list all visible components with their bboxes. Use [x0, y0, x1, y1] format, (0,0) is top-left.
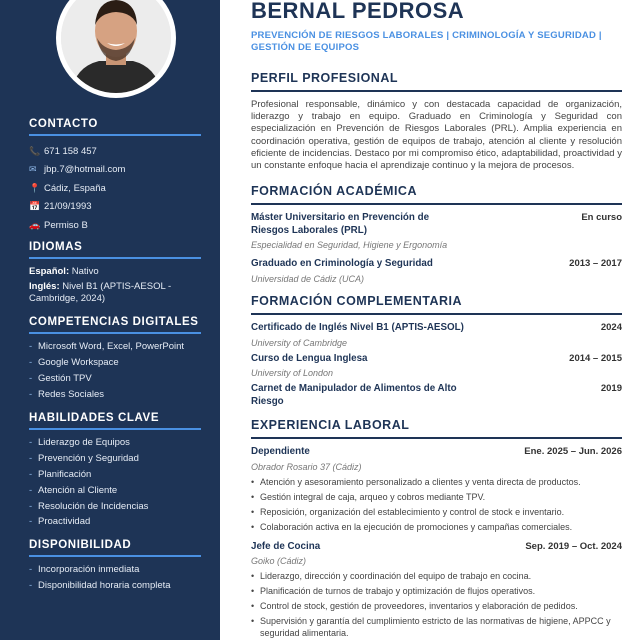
list-item-text: Gestión integral de caja, arqueo y cobros mediante TPV.	[260, 491, 486, 502]
list-item-text: Liderazgo de Equipos	[38, 437, 130, 449]
calendar-icon: 📅	[29, 201, 41, 212]
list-item-text: Proactividad	[38, 516, 91, 528]
entry-title: Graduado en Criminología y Seguridad	[251, 258, 433, 269]
sidebar	[0, 0, 220, 640]
entry-subtitle: University of London	[251, 368, 334, 378]
contact-birthdate-text: 21/09/1993	[44, 201, 92, 213]
list-item: - Atención al Cliente	[29, 484, 118, 496]
entry-subtitle: Obrador Rosario 37 (Cádiz)	[251, 461, 362, 472]
complementary-entry	[251, 322, 622, 350]
entry-subtitle: Goiko (Cádiz)	[251, 556, 307, 566]
contact-phone	[29, 142, 201, 161]
list-item: - Microsoft Word, Excel, PowerPoint	[29, 341, 185, 353]
list-item: • Reposición, organización del establecimiento y control de stock e inventario.	[251, 506, 565, 517]
language-value: Nivel B1 (APTIS-AESOL - Cambridge, 2024)	[29, 281, 172, 304]
list-item-text: Incorporación inmediata	[38, 564, 140, 576]
profile-text: Profesional responsable, dinámico y con destacada capacidad de organización, liderazgo y trabajo en equipo. Graduado en Criminología y Seguridad con especialización en Prevención de Riesgos Laborales (PRL). Amplia experiencia en coordinación operativa, gestión de equipos de trabajo, atención al cliente y resolución eficiente de incidencias. Destaco por mi compromiso ético, adaptabilidad, proactividad y un constante enfoque hacia el aprendizaje continuo y la mejora de procesos.	[251, 99, 622, 172]
profile-photo	[56, 0, 176, 98]
list-item-text: Liderazgo, dirección y coordinación del equipo de trabajo en cocina.	[260, 571, 532, 581]
experience-section	[251, 418, 622, 639]
entry-date: Sep. 2019 – Oct. 2024	[525, 540, 622, 552]
list-item: • Control de stock, gestión de proveedores, inventarios y elaboración de pedidos.	[251, 601, 578, 611]
entry-date: Ene. 2025 – Jun. 2026	[524, 446, 622, 457]
list-item: • Supervisión y garantía del cumplimiento estricto de las normativas de higiene, APPCC y seguridad alimentaria.	[251, 615, 622, 639]
list-item: - Redes Sociales	[29, 388, 105, 400]
list-item-text: Google Workspace	[38, 357, 119, 369]
list-item-text: Redes Sociales	[38, 388, 105, 400]
experience-entry	[251, 446, 622, 533]
language-label: Español:	[29, 266, 70, 277]
avatar	[61, 0, 171, 93]
entry-subtitle: Especialidad en Seguridad, Higiene y Ergonomía	[251, 240, 448, 250]
profile-title: PERFIL PROFESIONAL	[251, 71, 622, 92]
languages-section	[29, 241, 201, 305]
list-item: • Liderazgo, dirección y coordinación del equipo de trabajo en cocina.	[251, 571, 532, 581]
complementary-entry	[251, 383, 622, 408]
list-item: - Prevención y Seguridad	[29, 453, 139, 465]
entry-title: Máster Universitario en Prevención de Riesgos Laborales (PRL)	[251, 212, 430, 236]
phone-icon: 📞	[29, 145, 41, 156]
list-item-text: Microsoft Word, Excel, PowerPoint	[38, 341, 185, 353]
entry-date: 2019	[600, 383, 622, 394]
contact-email-text: jbp.7@hotmail.com	[44, 164, 126, 176]
education-title: FORMACIÓN ACADÉMICA	[251, 184, 622, 205]
list-item: - Liderazgo de Equipos	[29, 437, 130, 449]
language-item	[29, 281, 201, 305]
entry-title: Curso de Lengua Inglesa	[251, 352, 368, 364]
complementary-entry	[251, 353, 622, 381]
list-item-text: Disponibilidad horaria completa	[38, 580, 171, 592]
key-skills-title: HABILIDADES CLAVE	[29, 412, 201, 430]
contact-phone-text: 671 158 457	[44, 145, 97, 157]
list-item: - Disponibilidad horaria completa	[29, 580, 171, 592]
entry-title: Certificado de Inglés Nivel B1 (APTIS-AESOL)	[251, 322, 464, 333]
entry-date: 2013 – 2017	[569, 258, 622, 269]
list-item-text: Supervisión y garantía del cumplimiento estricto de las normativas de higiene, APPCC y seguridad alimentaria.	[260, 616, 611, 638]
experience-title: EXPERIENCIA LABORAL	[251, 418, 622, 439]
list-item: • Colaboración activa en la ejecución de promociones y campañas comerciales.	[251, 521, 573, 532]
availability-section	[29, 539, 201, 594]
list-item-text: Gestión TPV	[38, 372, 92, 384]
digital-skills-section	[29, 316, 201, 402]
complementary-section	[251, 294, 622, 408]
contact-section	[29, 118, 201, 235]
education-entry	[251, 258, 622, 286]
entry-date: 2014 – 2015	[569, 352, 622, 364]
location-icon: 📍	[29, 182, 41, 193]
profile-section	[251, 71, 622, 172]
list-item: • Atención y asesoramiento personalizado a clientes y venta directa de productos.	[251, 476, 581, 487]
list-item: - Gestión TPV	[29, 372, 92, 384]
contact-title: CONTACTO	[29, 118, 201, 136]
contact-email	[29, 161, 201, 180]
contact-license-text: Permiso B	[44, 219, 88, 231]
candidate-name: BERNAL PEDROSA	[251, 0, 465, 23]
complementary-title: FORMACIÓN COMPLEMENTARIA	[251, 294, 622, 315]
list-item: - Planificación	[29, 468, 92, 480]
language-value: Nativo	[71, 266, 99, 277]
key-skills-section	[29, 412, 201, 530]
list-item-text: Planificación de turnos de trabajo y optimización de flujos operativos.	[260, 586, 536, 596]
languages-title: IDIOMAS	[29, 241, 201, 259]
contact-birthdate	[29, 198, 201, 217]
contact-location-text: Cádiz, España	[44, 182, 106, 194]
list-item-text: Atención y asesoramiento personalizado a clientes y venta directa de productos.	[260, 476, 581, 487]
list-item-text: Reposición, organización del establecimiento y control de stock e inventario.	[260, 506, 565, 517]
contact-license	[29, 216, 201, 235]
entry-title: Dependiente	[251, 446, 310, 457]
language-item	[29, 266, 201, 278]
list-item: • Gestión integral de caja, arqueo y cobros mediante TPV.	[251, 491, 486, 502]
education-section	[251, 184, 622, 286]
entry-title: Carnet de Manipulador de Alimentos de Alto Riesgo	[251, 383, 457, 407]
entry-date: 2024	[600, 322, 622, 333]
list-item-text: Control de stock, gestión de proveedores, inventarios y elaboración de pedidos.	[260, 601, 578, 611]
experience-entry	[251, 541, 622, 640]
education-entry	[251, 212, 622, 252]
list-item: - Incorporación inmediata	[29, 564, 140, 576]
entry-subtitle: Universidad de Cádiz (UCA)	[251, 273, 365, 284]
list-item: - Google Workspace	[29, 357, 119, 369]
list-item: - Proactividad	[29, 516, 91, 528]
entry-subtitle: University of Cambridge	[251, 337, 348, 348]
entry-title: Jefe de Cocina	[251, 540, 321, 552]
candidate-subtitle: PREVENCIÓN DE RIESGOS LABORALES | CRIMINOLOGÍA Y SEGURIDAD | GESTIÓN DE EQUIPOS	[251, 30, 602, 53]
digital-skills-title: COMPETENCIAS DIGITALES	[29, 316, 201, 334]
list-item-text: Atención al Cliente	[38, 484, 118, 496]
list-item: - Resolución de Incidencias	[29, 500, 149, 512]
list-item-text: Resolución de Incidencias	[38, 500, 149, 512]
availability-title: DISPONIBILIDAD	[29, 539, 201, 557]
list-item-text: Prevención y Seguridad	[38, 453, 139, 465]
contact-location	[29, 179, 201, 198]
list-item-text: Colaboración activa en la ejecución de promociones y campañas comerciales.	[260, 521, 573, 532]
list-item-text: Planificación	[38, 468, 92, 480]
language-label: Inglés:	[29, 281, 60, 292]
email-icon: ✉	[29, 164, 37, 175]
entry-date: En curso	[581, 212, 622, 223]
list-item: • Planificación de turnos de trabajo y optimización de flujos operativos.	[251, 586, 536, 596]
car-icon: 🚗	[29, 219, 41, 230]
